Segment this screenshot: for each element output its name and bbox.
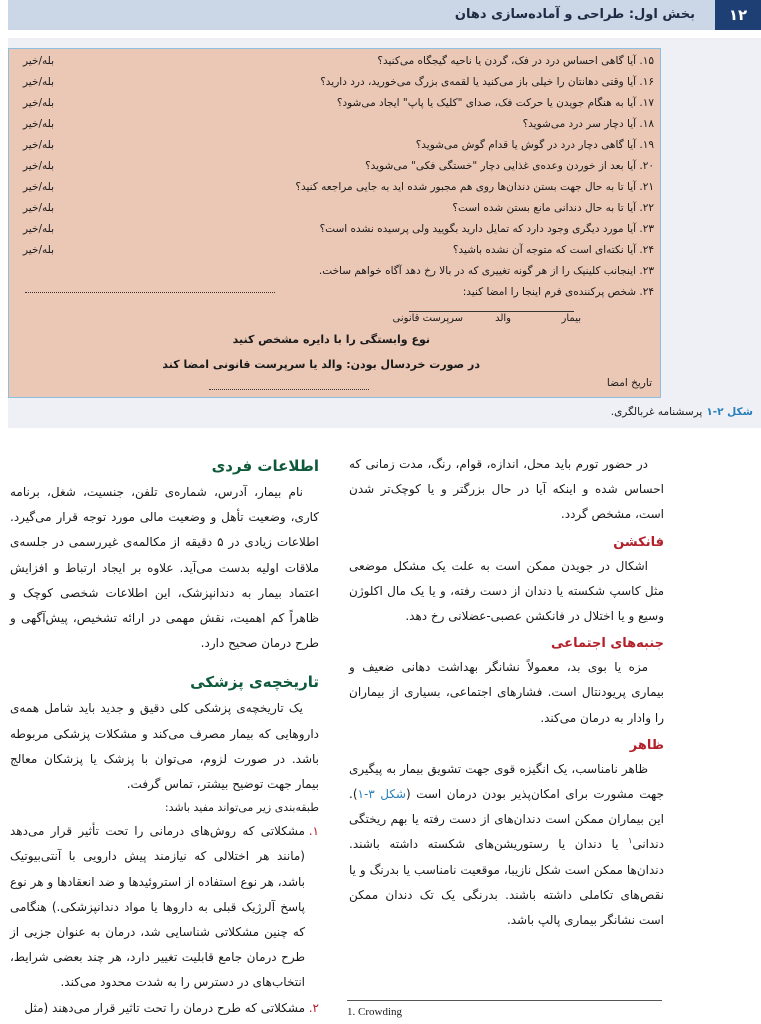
- parent-option: والد: [495, 313, 511, 324]
- question-row: [17, 114, 654, 134]
- question-row: [17, 219, 654, 239]
- appearance-paragraph: [349, 757, 664, 933]
- answer-options: بله/خیر: [23, 202, 55, 214]
- signature-row: [17, 282, 654, 302]
- question-text: ۱۹. آیا گاهی دچار درد در گوش یا قدام گوش می‌شوید؟: [415, 139, 654, 151]
- page-number: ۱۲: [715, 0, 761, 30]
- section-heading-function: فانکشن: [613, 534, 664, 550]
- swelling-paragraph: در حضور تورم باید محل، اندازه، قوام، رنگ، مدت زمانی که احساس شده و اینکه آیا در حال بزرگتر و یا کوچک‌تر شدن است، مشخص گردد.: [349, 457, 664, 522]
- list-item: [10, 819, 319, 995]
- list-text: مشکلاتی که طرح درمان را تحت تاثیر قرار می‌دهند (مثل: [24, 1000, 305, 1015]
- section-heading-appearance: ظاهر: [629, 737, 664, 753]
- guardian-options: [392, 313, 581, 329]
- question-text: ۱۸. آیا دچار سر درد می‌شوید؟: [522, 118, 654, 130]
- figure-reference-link[interactable]: شکل ۳-۱: [357, 787, 406, 802]
- list-item: [10, 996, 319, 1021]
- answer-options: بله/خیر: [23, 76, 55, 88]
- question-row: [17, 135, 654, 155]
- answer-options: بله/خیر: [23, 181, 55, 193]
- medical-history-paragraph: یک تاریخچه‌ی پزشکی کلی دقیق و جدید باید شامل همه‌ی داروهایی که بیمار مصرف می‌کند و مشکلات پزشکی مربوطه باشد. در صورت لزوم، می‌توان با پزشک یا پزشکان معالج بیمار جهت توضیح بیشتر، تماس گرفت.: [10, 701, 319, 792]
- minor-instruction: در صورت خردسال بودن: والد یا سرپرست قانونی امضا کند: [162, 358, 480, 371]
- clinic-notice: ۲۳. اینجانب کلینیک را از هر گونه تغییری که در بالا رخ دهد آگاه خواهم ساخت.: [318, 265, 654, 277]
- list-number: ۱.: [308, 824, 319, 839]
- question-text: ۲۴. آیا نکته‌ای است که متوجه آن نشده باشید؟: [452, 244, 654, 256]
- classification-intro: طبقه‌بندی زیر می‌تواند مفید باشد:: [164, 801, 319, 815]
- caption-text: پرسشنامه غربالگری.: [610, 406, 703, 418]
- questionnaire-figure: [8, 38, 761, 428]
- answer-options: بله/خیر: [23, 55, 55, 67]
- question-text: ۱۵. آیا گاهی احساس درد در فک، گردن یا ناحیه گیجگاه می‌کنید؟: [377, 55, 654, 67]
- caption-number: شکل ۲-۱: [706, 406, 753, 418]
- personal-info-paragraph: نام بیمار، آدرس، شماره‌ی تلفن، جنسیت، شغل، برنامه کاری، وضعیت تأهل و وضعیت مالی مورد توجه قرار می‌گیرد. اطلاعات زیادی در ۵ دقیقه از مکالمه‌ی غیررسمی در جلسه‌ی ملاقات اولیه بدست می‌آید. علاوه بر ایجاد ارتباط و افزایش اعتماد بیمار به دندانپزشک، این اطلاعات شخصی کوچک و ظاهراً کم اهمیت، نقش مهمی در ارائه تشخیص، پیش‌آگهی و طرح درمان صحیح دارد.: [10, 485, 319, 651]
- legal-guardian-option: سرپرست قانونی: [392, 313, 463, 324]
- footnote: 1. Crowding: [347, 1006, 402, 1018]
- figure-caption: [611, 406, 753, 418]
- question-row: [17, 198, 654, 218]
- question-text: ۲۳. آیا مورد دیگری وجود دارد که تمایل دارید بگویید ولی پرسیده نشده است؟: [319, 223, 654, 235]
- footnote-rule: [347, 1000, 662, 1001]
- chapter-title: بخش اول: طراحی و آماده‌سازی دهان: [454, 7, 695, 22]
- question-row: [17, 72, 654, 92]
- question-row: [17, 51, 654, 71]
- right-column: [349, 452, 664, 933]
- answer-options: بله/خیر: [23, 160, 55, 172]
- signature-line: [25, 292, 275, 293]
- footnote-marker: ۱: [628, 836, 633, 846]
- list-text: مشکلاتی که روش‌های درمانی را تحت تأثیر قرار می‌دهد (مانند هر اختلالی که نیازمند پیش دارویی با آنتی‌بیوتیک باشد، هر نوع استفاده از استروئیدها و ضد انعقادها و هر نوع پاسخ آلرژیک قبلی به داروها یا مواد دندانپزشکی.) هنگامی که چنین مشکلاتی شناسایی شد، درمان به عنوان جزیی از طرح درمان جامع قابلیت تغییر دارد، هر چند بعضی شرایط، انتخاب‌های در دسترس را به شدت محدود می‌کند.: [10, 824, 305, 990]
- left-column: [10, 452, 319, 1021]
- question-text: ۱۷. آیا به هنگام جویدن یا حرکت فک، صدای "کلیک یا پاپ" ایجاد می‌شود؟: [336, 97, 654, 109]
- patient-option: بیمار: [561, 313, 581, 324]
- answer-options: بله/خیر: [23, 244, 55, 256]
- social-paragraph: مزه یا بوی بد، معمولاً نشانگر بهداشت دهانی ضعیف و بیماری پریودنتال است. فشارهای اجتماعی، بسیاری از بیماران را وادار به درمان می‌کند.: [349, 660, 664, 725]
- question-text: ۲۱. آیا تا به حال جهت بستن دندان‌ها روی هم مجبور شده اید به جایی مراجعه کنید؟: [295, 181, 654, 193]
- question-row: [17, 240, 654, 260]
- answer-options: بله/خیر: [23, 223, 55, 235]
- question-text: ۲۲. آیا تا به حال دندانی مانع بستن شده است؟: [452, 202, 654, 214]
- section-heading-personal-info: اطلاعات فردی: [211, 457, 319, 475]
- relationship-instruction: نوع وابستگی را با دایره مشخص کنید: [232, 333, 430, 346]
- section-heading-social: جنبه‌های اجتماعی: [551, 636, 664, 652]
- signature-date-line: [209, 389, 369, 390]
- question-text: ۱۶. آیا وقتی دهانتان را خیلی باز می‌کنید یا لقمه‌ی بزرگ می‌خورید، درد دارید؟: [320, 76, 654, 88]
- guardian-line: [409, 311, 574, 312]
- page-header: [0, 0, 761, 30]
- question-row: [17, 177, 654, 197]
- notice-row: [17, 261, 654, 281]
- question-row: [17, 93, 654, 113]
- appearance-text-2: ). این بیماران ممکن است دندان‌های از دست رفته یا بهم ریختگی دندانی: [349, 787, 664, 852]
- answer-options: بله/خیر: [23, 97, 55, 109]
- appearance-text-3: یا دندان یا رستوریشن‌های شکسته داشته باشند. دندان‌ها ممکن است شکل نازیبا، موقعیت نامناسب یا بدرنگ و یا نقص‌های تکاملی داشته باشند. بدرنگی یک تک دندان ممکن است نشانگر بیماری پالپ باشد.: [349, 837, 664, 928]
- answer-options: بله/خیر: [23, 118, 55, 130]
- signature-prompt: ۲۴. شخص پرکننده‌ی فرم اینجا را امضا کنید:: [462, 286, 654, 298]
- question-text: ۲۰. آیا بعد از خوردن وعده‌ی غذایی دچار "خستگی فکی" می‌شوید؟: [365, 160, 654, 172]
- signature-date-label: تاریخ امضا: [606, 377, 652, 389]
- questionnaire-box: [8, 48, 661, 398]
- question-row: [17, 156, 654, 176]
- list-number: ۲.: [308, 1000, 319, 1015]
- section-heading-medical-history: تاریخچه‌ی پزشکی: [190, 673, 319, 692]
- function-paragraph: اشکال در جویدن ممکن است به علت یک مشکل موضعی مثل کاسپ شکسته یا دندان از دست رفته، و یا یک مال اکلوژن وسیع و یا اختلال در فانکشن عصبی-عضلانی رخ دهد.: [349, 558, 664, 624]
- appearance-text-1: ظاهر نامناسب، یک انگیزه قوی جهت تشویق بیمار به پیگیری جهت مشورت برای امکان‌پذیر بودن درمان است (: [349, 761, 664, 802]
- answer-options: بله/خیر: [23, 139, 55, 151]
